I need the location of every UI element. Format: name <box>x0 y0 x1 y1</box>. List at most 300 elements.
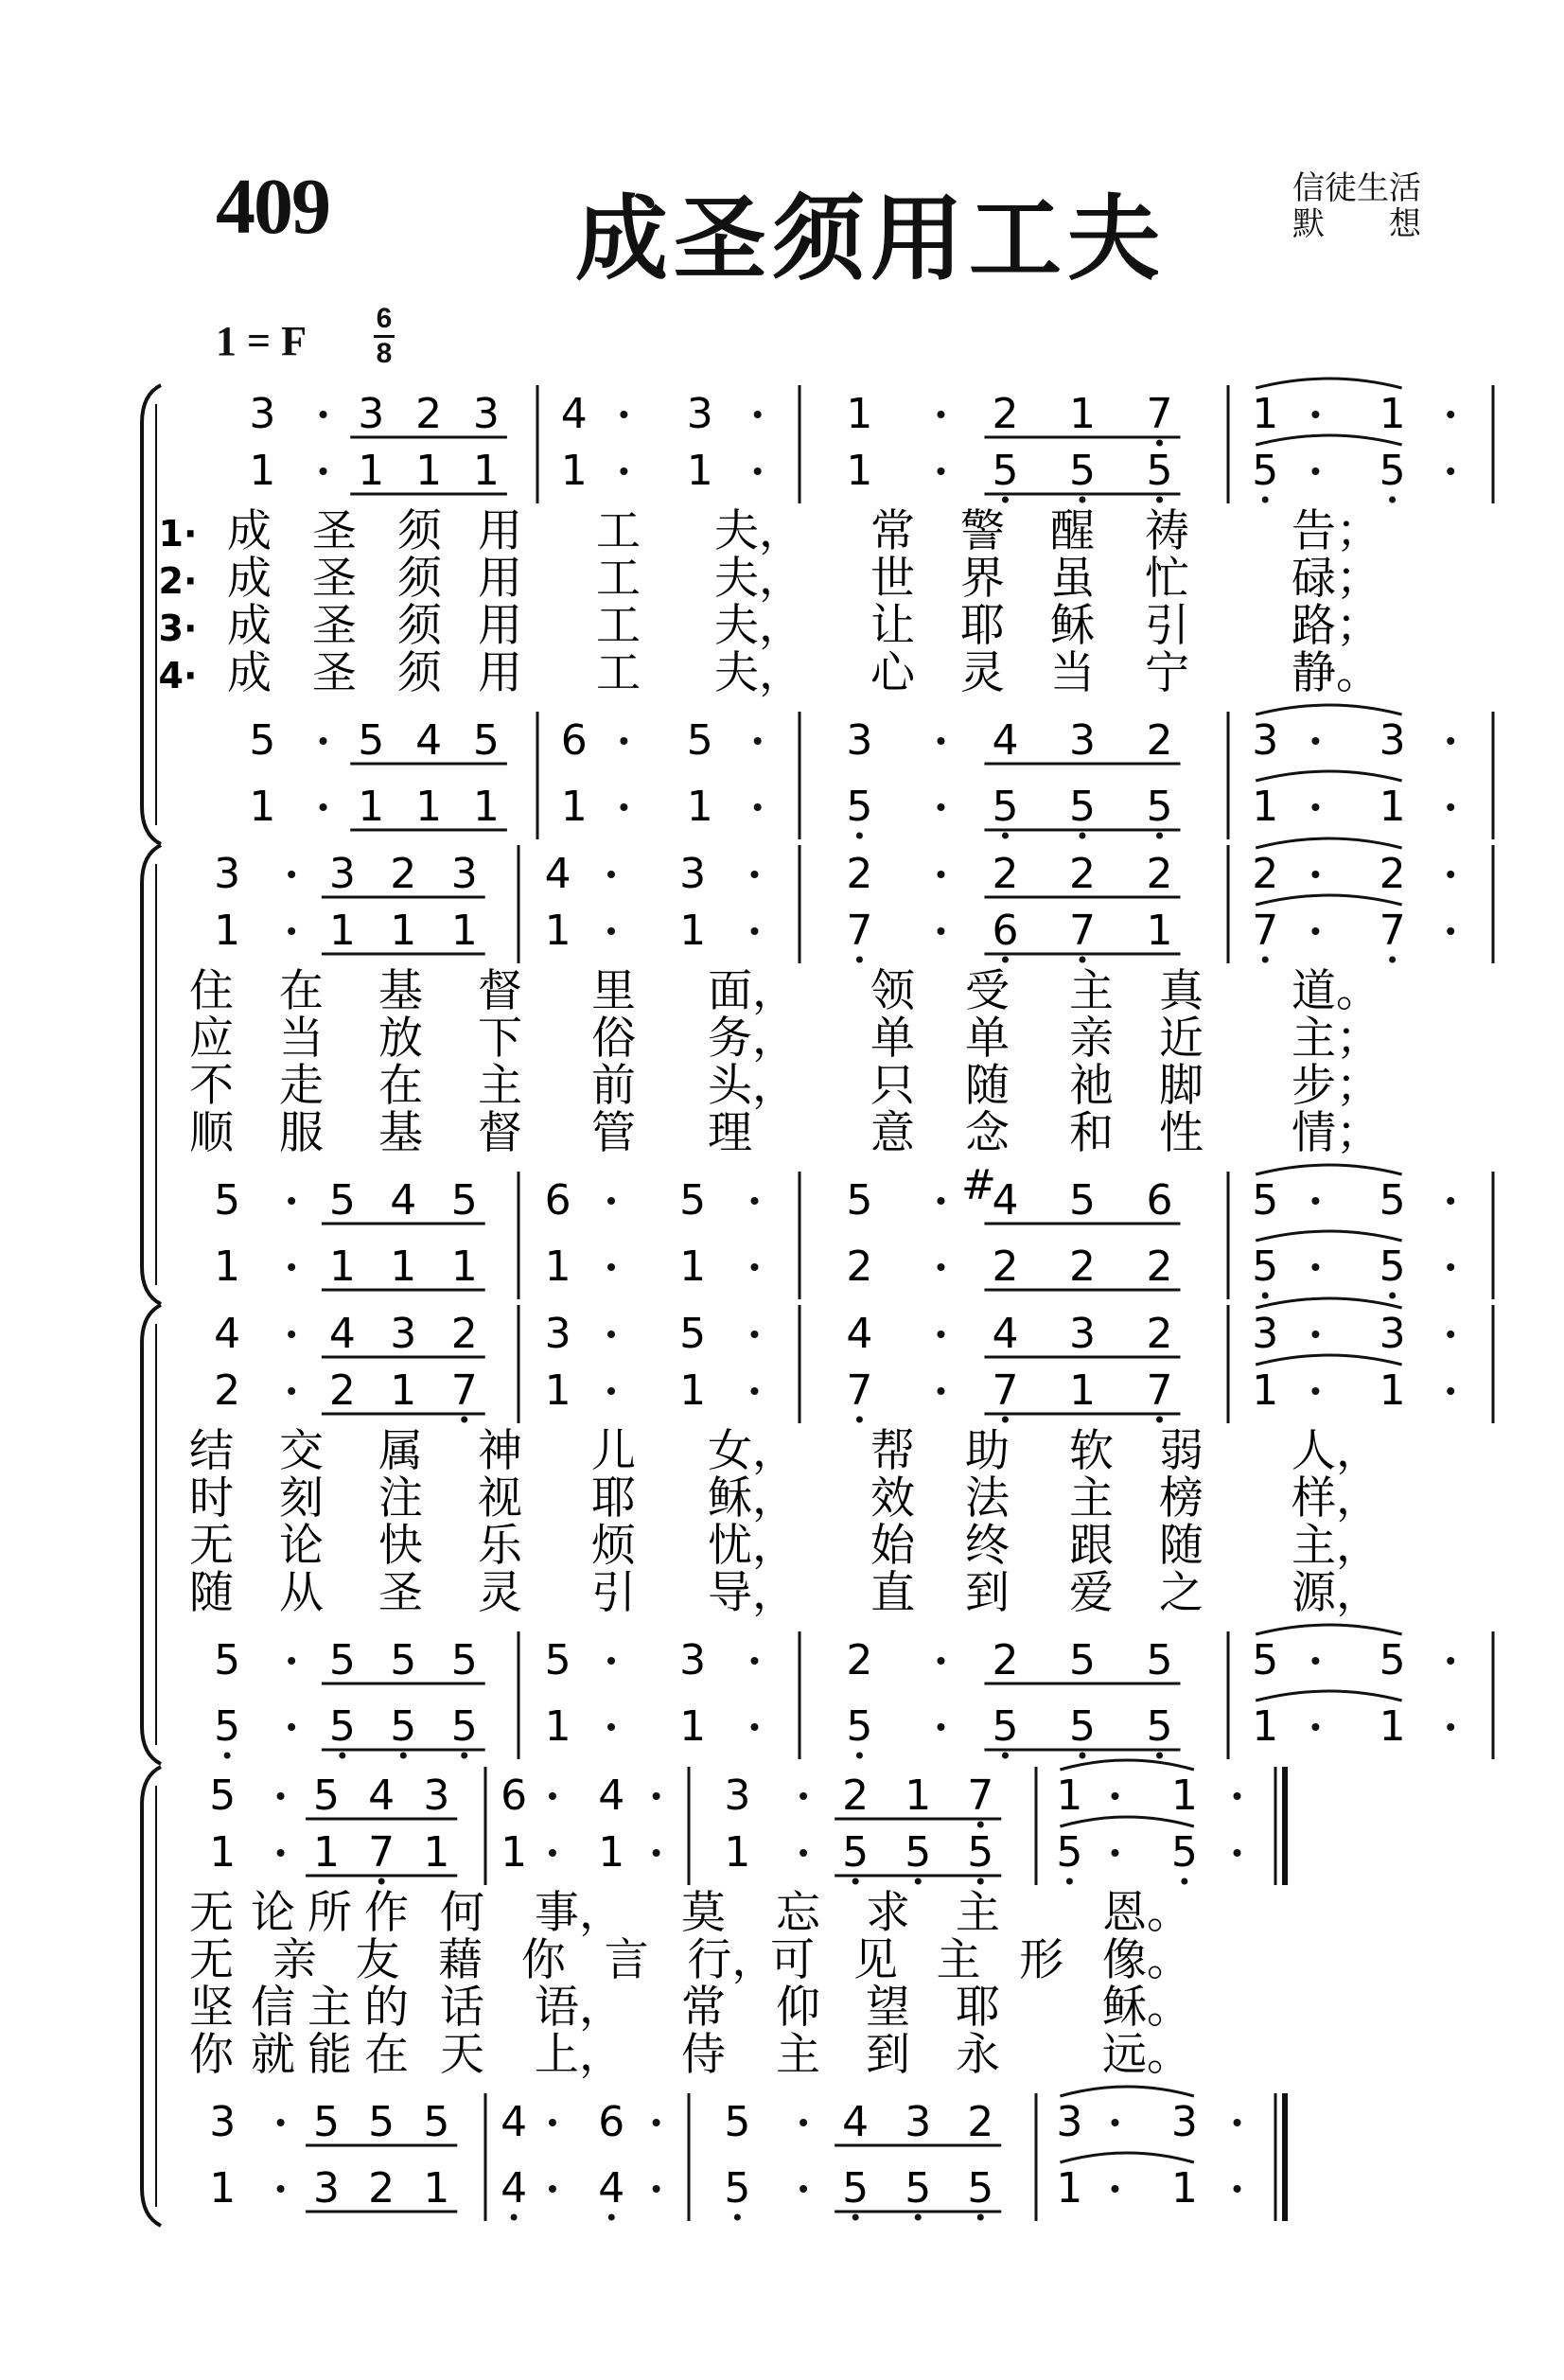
tenor-note: 2 <box>846 1636 873 1684</box>
lyric-char: 耶 <box>956 1982 1000 2034</box>
lyric-char: 成 <box>227 600 272 652</box>
bass-aug-dot <box>937 803 944 811</box>
bass-aug-dot <box>620 803 627 811</box>
alto-aug-dot <box>937 1387 944 1395</box>
soprano-aug-dot <box>1311 871 1319 878</box>
lyric-char: 祷 <box>1145 505 1189 557</box>
soprano-note: 4 <box>598 1772 625 1820</box>
bass-note-octave-dot <box>461 1753 467 1759</box>
soprano-note: 4 <box>992 1310 1019 1358</box>
lyric-char: 前 <box>591 1060 636 1112</box>
lyric-char: 工 <box>596 600 641 652</box>
lyric-char: 常 <box>681 1982 726 2034</box>
alto-note: 1 <box>679 1366 707 1415</box>
bass-aug-dot <box>607 1723 615 1731</box>
tenor-aug-dot <box>754 737 762 745</box>
lyric-char: 告； <box>1292 505 1380 557</box>
bass-note: 1 <box>214 1243 241 1291</box>
lyric-char: 主 <box>1069 1472 1114 1525</box>
lyric-char: 恩。 <box>1102 1887 1191 1939</box>
bass-aug-dot <box>1311 803 1319 811</box>
tenor-note: 5 <box>214 1636 241 1684</box>
lyric-char: 见 <box>852 1934 898 1986</box>
alto-note: 7 <box>846 907 873 955</box>
alto-note-octave-dot <box>1156 497 1163 503</box>
tenor-note: 2 <box>1146 716 1173 765</box>
lyric-char: 何 <box>440 1887 484 1939</box>
bass-aug-dot <box>1234 2185 1241 2193</box>
bass-note-octave-dot <box>1156 1753 1163 1759</box>
lyric-char: 理 <box>708 1107 752 1159</box>
bass-note-octave-dot <box>856 833 863 839</box>
soprano-note: 3 <box>472 390 500 438</box>
lyric-char: 主 <box>956 1887 1000 1939</box>
alto-note: 1 <box>679 907 707 955</box>
bass-note-octave-dot <box>1079 833 1085 839</box>
alto-aug-dot <box>320 467 327 475</box>
lyric-char: 面， <box>708 965 797 1017</box>
bass-note: 1 <box>544 1702 571 1751</box>
soprano-aug-dot <box>620 411 627 418</box>
alto-note: 5 <box>967 1828 994 1877</box>
lyric-char: 能 <box>308 2029 352 2081</box>
bass-aug-dot <box>1311 1723 1319 1731</box>
soprano-note: 5 <box>679 1310 707 1358</box>
tenor-note: 5 <box>390 1636 417 1684</box>
tenor-note: 5 <box>1252 1636 1279 1684</box>
lyric-char: 住 <box>189 965 234 1017</box>
lyric-char: 单 <box>965 1013 1010 1065</box>
tenor-aug-dot <box>800 2119 807 2126</box>
soprano-aug-dot <box>607 871 615 878</box>
lyric-char: 天 <box>440 2029 484 2081</box>
soprano-note: 4 <box>560 390 588 438</box>
lyric-char: 行， <box>687 1934 777 1986</box>
bass-note: 5 <box>1068 783 1096 831</box>
alto-note-octave-dot <box>461 1417 467 1423</box>
alto-aug-dot <box>288 927 295 935</box>
bass-aug-dot <box>277 2185 285 2193</box>
tenor-aug-dot <box>1447 737 1454 745</box>
tenor-note: 5 <box>686 716 713 765</box>
bass-note-octave-dot <box>915 2214 922 2221</box>
tenor-aug-dot <box>750 1657 758 1665</box>
soprano-note: 2 <box>1379 850 1406 898</box>
alto-note-octave-dot <box>1066 1878 1073 1885</box>
lyric-char: 虽 <box>1050 553 1095 605</box>
tenor-note: 3 <box>1252 716 1279 765</box>
system-1 <box>142 379 1493 844</box>
alto-aug-dot <box>750 1387 758 1395</box>
bass-note: 4 <box>598 2164 625 2213</box>
bass-tie <box>1060 2153 1193 2162</box>
bass-aug-dot <box>937 1263 944 1271</box>
alto-note-octave-dot <box>1262 957 1269 963</box>
alto-note: 1 <box>472 447 500 495</box>
tenor-note: 5 <box>1252 1176 1279 1225</box>
tenor-note: 5 <box>846 1176 873 1225</box>
bass-aug-dot <box>754 803 762 811</box>
soprano-note: 3 <box>249 390 276 438</box>
bass-note: 1 <box>686 783 713 831</box>
alto-note: 5 <box>1056 1828 1083 1877</box>
soprano-note: 2 <box>1252 850 1279 898</box>
bass-aug-dot <box>288 1723 295 1731</box>
tenor-note: 4 <box>415 716 443 765</box>
lyric-char: 顺 <box>189 1107 234 1159</box>
soprano-note: 7 <box>1146 390 1173 438</box>
soprano-note: 1 <box>846 390 873 438</box>
lyric-char: 主 <box>308 1982 352 2034</box>
alto-note: 7 <box>368 1828 395 1877</box>
alto-aug-dot <box>549 1849 556 1857</box>
soprano-note: 2 <box>1068 850 1096 898</box>
bass-note: 5 <box>992 783 1019 831</box>
bass-aug-dot <box>1311 1263 1319 1271</box>
bass-note: 4 <box>501 2164 528 2213</box>
bass-note-octave-dot <box>734 2214 741 2221</box>
lyric-char: 性 <box>1159 1107 1204 1159</box>
tenor-note: 5 <box>450 1636 478 1684</box>
tenor-tie <box>1256 1165 1401 1174</box>
bass-note-octave-dot <box>852 2214 859 2221</box>
soprano-note: 3 <box>390 1310 417 1358</box>
alto-aug-dot <box>1311 1387 1319 1395</box>
lyric-char: 神 <box>478 1425 522 1477</box>
alto-note-octave-dot <box>1079 497 1085 503</box>
alto-note: 5 <box>1379 447 1406 495</box>
lyric-char: 引 <box>1145 600 1189 652</box>
lyric-char: 应 <box>189 1013 234 1065</box>
lyric-char: 管 <box>591 1107 636 1159</box>
tenor-aug-dot <box>750 1197 758 1205</box>
lyric-char: 单 <box>870 1013 915 1065</box>
soprano-note: 5 <box>313 1772 341 1820</box>
lyric-char: 在 <box>279 965 324 1017</box>
lyric-char: 宁 <box>1145 647 1189 699</box>
bass-note: 1 <box>415 783 443 831</box>
alto-note: 7 <box>450 1366 478 1415</box>
tenor-note: 6 <box>544 1176 571 1225</box>
alto-note: 1 <box>313 1828 341 1877</box>
system-2 <box>142 838 1493 1304</box>
alto-note-octave-dot <box>1262 497 1269 503</box>
lyric-char: 成 <box>227 647 272 699</box>
bass-aug-dot <box>653 2185 660 2193</box>
lyric-char: 亲 <box>1069 1013 1114 1065</box>
tenor-note: 3 <box>1056 2098 1083 2146</box>
lyric-char: 只 <box>870 1060 915 1112</box>
tenor-tie <box>1256 1625 1401 1634</box>
soprano-note: 2 <box>415 390 443 438</box>
soprano-note: 3 <box>679 850 707 898</box>
verse-number: 1· <box>158 513 198 555</box>
soprano-aug-dot <box>1447 1331 1454 1338</box>
bass-note-octave-dot <box>339 1753 345 1759</box>
lyric-char: 当 <box>1050 647 1095 699</box>
lyric-char: 之 <box>1159 1567 1204 1619</box>
alto-note: 1 <box>390 1366 417 1415</box>
lyric-char: 效 <box>870 1472 915 1525</box>
bass-note: 1 <box>679 1702 707 1751</box>
tenor-aug-dot <box>607 1657 615 1665</box>
alto-aug-dot <box>937 927 944 935</box>
bass-note: 1 <box>544 1243 571 1291</box>
alto-aug-dot <box>288 1387 295 1395</box>
lyric-char: 不 <box>189 1060 234 1112</box>
lyric-char: 儿 <box>591 1425 636 1477</box>
tenor-note: 6 <box>598 2098 625 2146</box>
tenor-note: 5 <box>328 1636 356 1684</box>
lyric-char: 灵 <box>960 647 1005 699</box>
alto-note: 7 <box>1146 1366 1173 1415</box>
system-3 <box>142 1298 1493 1764</box>
lyric-char: 稣。 <box>1102 1982 1191 2034</box>
lyric-char: 到 <box>866 2029 910 2081</box>
soprano-note: 1 <box>1252 390 1279 438</box>
lyric-char: 和 <box>1069 1107 1114 1159</box>
lyric-char: 受 <box>965 965 1010 1017</box>
tenor-aug-dot <box>1311 737 1319 745</box>
soprano-note: 6 <box>501 1772 528 1820</box>
tenor-aug-dot <box>653 2119 660 2126</box>
soprano-tie <box>1060 1760 1193 1770</box>
soprano-aug-dot <box>607 1331 615 1338</box>
lyric-char: 可 <box>770 1934 816 1986</box>
alto-note: 1 <box>560 447 588 495</box>
alto-note: 1 <box>544 1366 571 1415</box>
alto-note: 2 <box>214 1366 241 1415</box>
lyric-char: 心 <box>870 647 915 699</box>
lyric-char: 软 <box>1069 1425 1114 1477</box>
soprano-aug-dot <box>1447 871 1454 878</box>
alto-note: 7 <box>846 1366 873 1415</box>
category-label: 信徒生活 <box>1292 169 1421 207</box>
lyric-char: 无 <box>189 1934 234 1986</box>
lyric-char: 跟 <box>1069 1520 1114 1572</box>
soprano-note: 2 <box>992 850 1019 898</box>
bass-aug-dot <box>1447 1723 1454 1731</box>
bass-note-octave-dot <box>511 2214 518 2221</box>
system-brace <box>142 1305 161 1764</box>
bass-note: 5 <box>450 1702 478 1751</box>
bass-tie <box>1256 771 1401 781</box>
alto-note-octave-dot <box>1389 497 1396 503</box>
alto-note-octave-dot <box>1002 497 1009 503</box>
bass-aug-dot <box>549 2185 556 2193</box>
lyric-char: 刻 <box>279 1472 324 1525</box>
alto-note: 1 <box>1146 907 1173 955</box>
lyric-char: 时 <box>189 1472 234 1525</box>
lyric-char: 引 <box>591 1567 636 1619</box>
lyric-char: 忘 <box>776 1887 820 1939</box>
alto-note: 7 <box>1379 907 1406 955</box>
lyric-char: 像。 <box>1102 1934 1191 1986</box>
alto-aug-dot <box>653 1849 660 1857</box>
time-signature-top: 6 <box>376 303 393 334</box>
lyric-char: 脚 <box>1159 1060 1204 1112</box>
lyric-char: 主 <box>936 1934 981 1986</box>
alto-aug-dot <box>1447 1387 1454 1395</box>
soprano-tie <box>1256 379 1401 388</box>
lyric-char: 放 <box>378 1013 423 1065</box>
tenor-note: 5 <box>679 1176 707 1225</box>
bass-note-octave-dot <box>1002 1753 1009 1759</box>
lyric-char: 成 <box>227 505 272 557</box>
tenor-note: 3 <box>209 2098 237 2146</box>
lyric-char: 交 <box>279 1425 324 1477</box>
alto-note: 5 <box>1170 1828 1198 1877</box>
soprano-aug-dot <box>937 871 944 878</box>
lyric-char: 圣 <box>312 647 357 699</box>
tenor-note: 4 <box>390 1176 417 1225</box>
alto-aug-dot <box>800 1849 807 1857</box>
lyric-char: 用 <box>478 647 522 699</box>
bass-note: 1 <box>390 1243 417 1291</box>
bass-note: 5 <box>1252 1243 1279 1291</box>
soprano-aug-dot <box>320 411 327 418</box>
soprano-note: 1 <box>1379 390 1406 438</box>
alto-note: 1 <box>598 1828 625 1877</box>
tenor-note: 5 <box>313 2098 341 2146</box>
bass-tie <box>1256 1231 1401 1241</box>
alto-note-octave-dot <box>1181 1878 1187 1885</box>
tenor-note: 5 <box>368 2098 395 2146</box>
alto-note-octave-dot <box>1156 1417 1163 1423</box>
alto-aug-dot <box>754 467 762 475</box>
lyric-char: 服 <box>279 1107 324 1159</box>
soprano-note: 4 <box>328 1310 356 1358</box>
alto-note: 1 <box>249 447 276 495</box>
lyric-char: 人， <box>1292 1425 1380 1477</box>
soprano-note: 3 <box>214 850 241 898</box>
alto-aug-dot <box>1447 927 1454 935</box>
soprano-note: 4 <box>368 1772 395 1820</box>
soprano-aug-dot <box>1311 411 1319 418</box>
lyric-char: 头， <box>708 1060 797 1112</box>
lyric-char: 夫， <box>714 505 803 557</box>
bass-note-octave-dot <box>977 2214 984 2221</box>
alto-note-octave-dot <box>1389 957 1396 963</box>
bass-note-octave-dot <box>1389 1293 1396 1299</box>
soprano-aug-dot <box>1111 1792 1118 1800</box>
lyric-char: 须 <box>397 600 442 652</box>
verse-number: 3· <box>158 608 198 649</box>
tenor-note: 5 <box>358 716 385 765</box>
lyric-char: 弱 <box>1159 1425 1204 1477</box>
tenor-aug-dot <box>277 2119 285 2126</box>
tenor-note: 5 <box>214 1176 241 1225</box>
bass-aug-dot <box>320 803 327 811</box>
alto-note: 1 <box>423 1828 450 1877</box>
lyric-char: 稣， <box>708 1472 797 1525</box>
lyric-char: 随 <box>1159 1520 1204 1572</box>
subcategory-char-2: 想 <box>1389 205 1421 243</box>
soprano-note: 2 <box>1146 1310 1173 1358</box>
lyric-char: 友 <box>355 1934 400 1986</box>
alto-note: 5 <box>1252 447 1279 495</box>
bass-note-octave-dot <box>224 1753 231 1759</box>
alto-note: 1 <box>358 447 385 495</box>
soprano-aug-dot <box>653 1792 660 1800</box>
tenor-note-sharp: # <box>961 1161 996 1209</box>
lyric-char: 帮 <box>870 1425 915 1477</box>
soprano-note: 1 <box>1068 390 1096 438</box>
alto-aug-dot <box>620 467 627 475</box>
alto-aug-dot <box>937 467 944 475</box>
lyric-char: 用 <box>478 553 522 605</box>
lyric-char: 坚 <box>189 1982 234 2034</box>
tenor-note: 5 <box>1068 1636 1096 1684</box>
lyric-char: 走 <box>279 1060 324 1112</box>
bass-note: 1 <box>423 2164 450 2213</box>
soprano-aug-dot <box>937 411 944 418</box>
tenor-aug-dot <box>288 1197 295 1205</box>
lyric-char: 领 <box>870 965 915 1017</box>
tenor-tie <box>1060 2087 1193 2096</box>
lyric-char: 远。 <box>1102 2029 1191 2081</box>
lyric-char: 界 <box>960 553 1005 605</box>
soprano-note-octave-dot <box>1156 440 1163 447</box>
bass-note: 1 <box>1056 2164 1083 2213</box>
alto-note-octave-dot <box>852 1878 859 1885</box>
soprano-note: 2 <box>846 850 873 898</box>
bass-note: 1 <box>249 783 276 831</box>
tenor-note: 5 <box>1379 1176 1406 1225</box>
tenor-aug-dot <box>288 1657 295 1665</box>
lyric-char: 警 <box>960 505 1005 557</box>
lyric-char: 论 <box>251 1887 295 1939</box>
alto-note-octave-dot <box>977 1878 984 1885</box>
bass-note: 5 <box>1146 1702 1173 1751</box>
lyric-char: 榜 <box>1159 1472 1204 1525</box>
alto-note: 7 <box>1068 907 1096 955</box>
soprano-aug-dot <box>288 871 295 878</box>
lyric-char: 工 <box>596 505 641 557</box>
bass-note: 2 <box>846 1243 873 1291</box>
soprano-note: 4 <box>214 1310 241 1358</box>
alto-note: 1 <box>724 1828 751 1877</box>
bass-note: 5 <box>1068 1702 1096 1751</box>
alto-note: 5 <box>992 447 1019 495</box>
bass-aug-dot <box>607 1263 615 1271</box>
tenor-note: 3 <box>1170 2098 1198 2146</box>
bass-note: 5 <box>1146 783 1173 831</box>
alto-aug-dot <box>607 927 615 935</box>
lyric-char: 在 <box>378 1060 423 1112</box>
tenor-note: 6 <box>560 716 588 765</box>
tenor-note: 5 <box>450 1176 478 1225</box>
soprano-tie <box>1256 1298 1401 1308</box>
verse-number: 2· <box>158 560 198 602</box>
lyric-char: 在 <box>364 2029 409 2081</box>
lyric-char: 世 <box>870 553 915 605</box>
subcategory-char-1: 默 <box>1292 205 1325 243</box>
alto-note: 7 <box>992 1366 1019 1415</box>
lyric-char: 务， <box>708 1013 797 1065</box>
tenor-note: 3 <box>1068 716 1096 765</box>
bass-note-octave-dot <box>608 2214 615 2221</box>
tenor-aug-dot <box>1447 1197 1454 1205</box>
hymn-title: 成圣须用工夫 <box>575 185 1167 293</box>
alto-aug-dot <box>607 1387 615 1395</box>
soprano-aug-dot <box>754 411 762 418</box>
tenor-note: 5 <box>249 716 276 765</box>
system-4 <box>142 1760 1285 2226</box>
lyric-char: 耶 <box>591 1472 636 1525</box>
tenor-note: 5 <box>1379 1636 1406 1684</box>
lyric-char: 路； <box>1292 600 1380 652</box>
